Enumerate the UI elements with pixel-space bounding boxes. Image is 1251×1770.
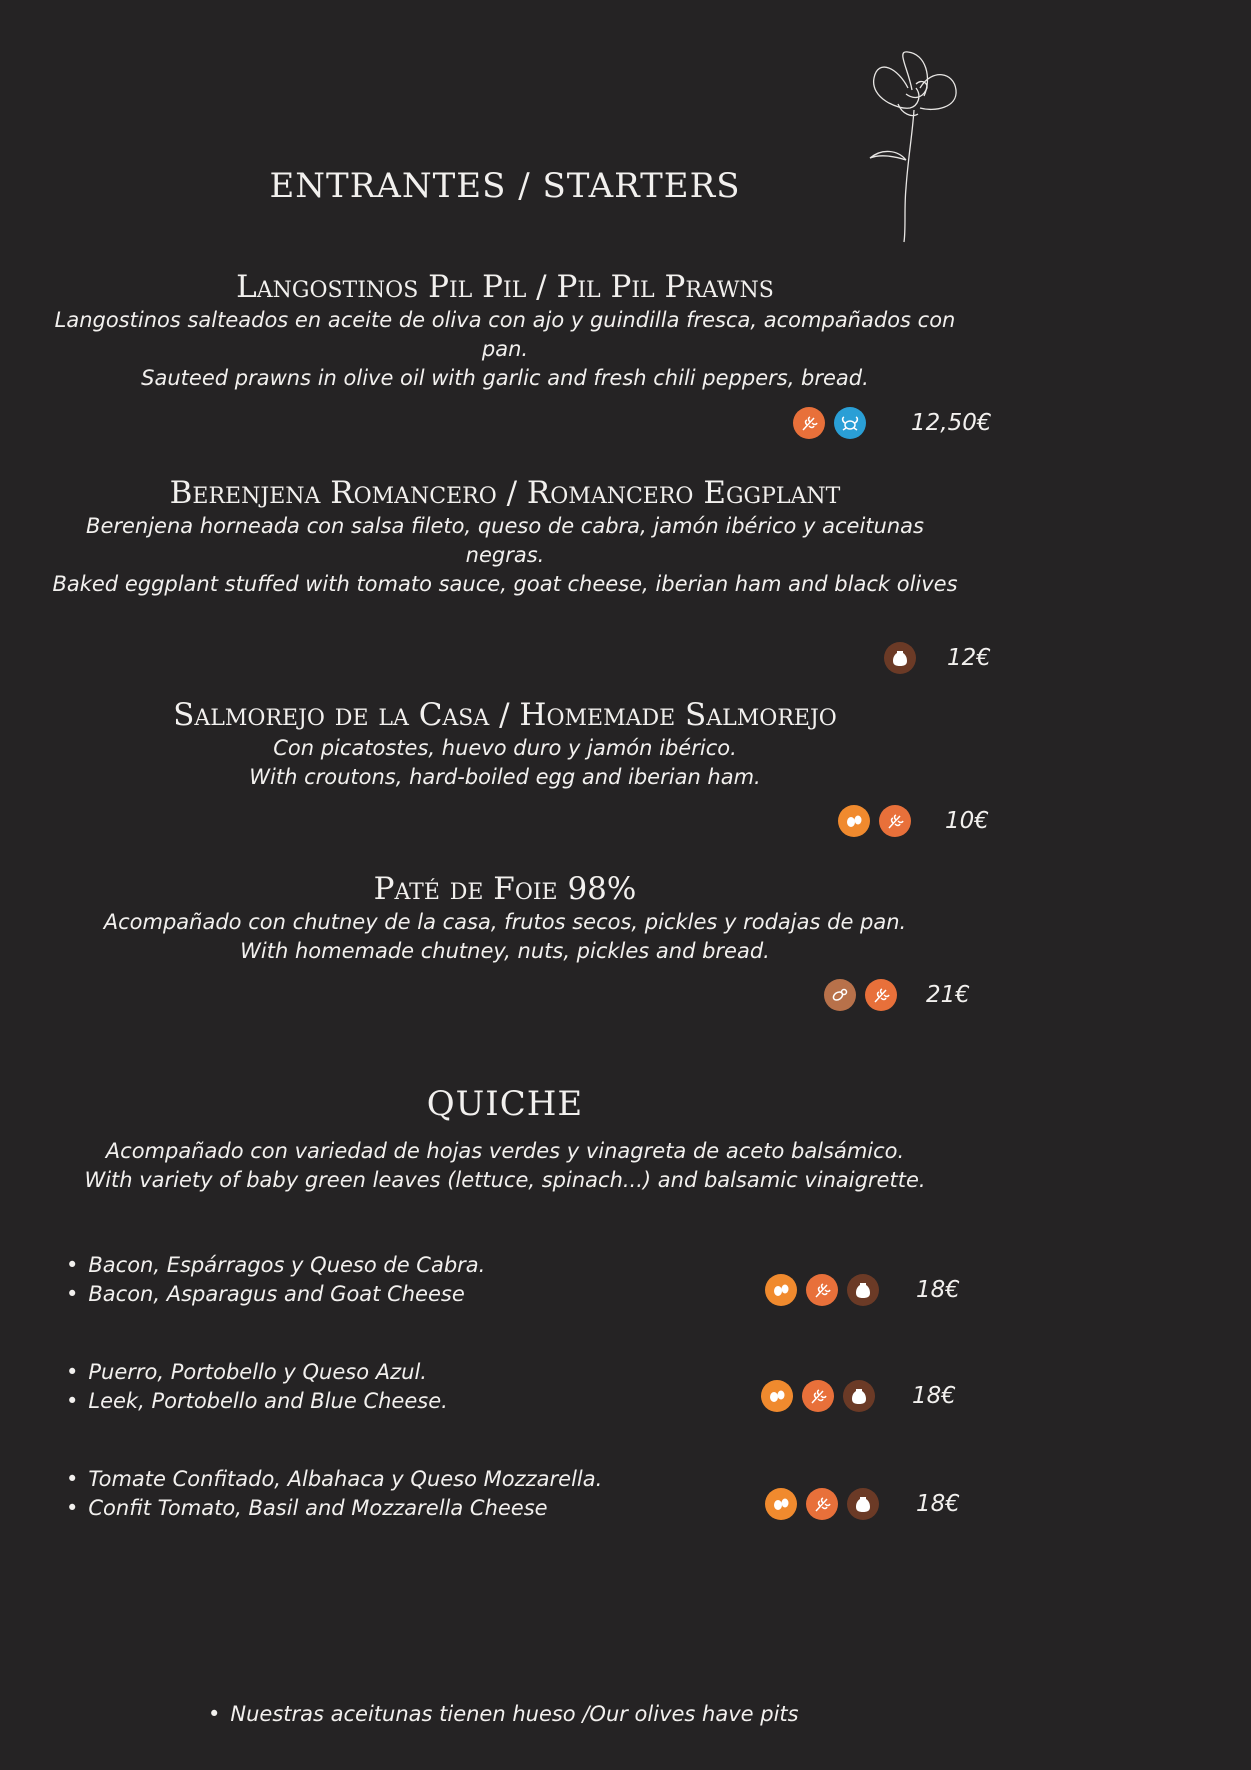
allergen-price-row xyxy=(761,1380,956,1412)
header xyxy=(0,166,1010,206)
quiche-description-es: Acompañado con variedad de hojas verdes y vinagreta de aceto balsámico. xyxy=(105,1139,905,1163)
allergen-price-row xyxy=(765,1274,960,1306)
crustacean-icon xyxy=(834,407,866,439)
quiche-section xyxy=(0,1084,1010,1124)
allergen-price-row xyxy=(884,642,991,674)
dairy-icon xyxy=(847,1274,879,1306)
dish-description-es: Langostinos salteados en aceite de oliva con ajo y guindilla fresca, acompañados con xyxy=(54,308,956,332)
dairy-icon xyxy=(847,1488,879,1520)
gluten-icon xyxy=(806,1488,838,1520)
gluten-icon xyxy=(806,1274,838,1306)
allergen-price-row xyxy=(824,979,970,1011)
quiche-item-en: • Confit Tomato, Basil and Mozzarella Cheese xyxy=(66,1494,602,1523)
gluten-icon xyxy=(802,1380,834,1412)
nuts-icon xyxy=(824,979,856,1011)
quiche-item-es: • Bacon, Espárragos y Queso de Cabra. xyxy=(66,1251,485,1280)
quiche-item xyxy=(66,1358,448,1416)
price: 10€ xyxy=(945,808,989,834)
section-title: QUICHE xyxy=(426,1084,584,1124)
quiche-item-en: • Leek, Portobello and Blue Cheese. xyxy=(66,1387,448,1416)
quiche-description-en: With variety of baby green leaves (lettuce, spinach...) and balsamic vinaigrette. xyxy=(84,1168,926,1192)
gluten-icon xyxy=(793,407,825,439)
dish-description-en: With croutons, hard-boiled egg and iberian ham. xyxy=(249,765,761,789)
dish-title: Berenjena Romancero / Romancero Eggplant xyxy=(169,475,841,511)
dish-title: Langostinos Pil Pil / Pil Pil Prawns xyxy=(236,269,774,305)
menu-item xyxy=(0,696,1010,792)
dish-description-en: Baked eggplant stuffed with tomato sauce, goat cheese, iberian ham and black olives xyxy=(52,572,958,596)
dish-description-en: Sauteed prawns in olive oil with garlic and fresh chili peppers, bread. xyxy=(141,366,869,390)
dish-description-es: Con picatostes, huevo duro y jamón ibérico. xyxy=(273,736,737,760)
quiche-description xyxy=(0,1137,1010,1195)
olives-note: • Nuestras aceitunas tienen hueso /Our olives have pits xyxy=(208,1700,799,1729)
dish-description-es: Berenjena horneada con salsa fileto, queso de cabra, jamón ibérico y aceitunas xyxy=(86,514,924,538)
price: 12,50€ xyxy=(911,410,992,436)
egg-icon xyxy=(761,1380,793,1412)
allergen-price-row xyxy=(838,805,989,837)
quiche-item-es: • Puerro, Portobello y Queso Azul. xyxy=(66,1358,448,1387)
egg-icon xyxy=(765,1488,797,1520)
dish-description-es: Acompañado con chutney de la casa, frutos secos, pickles y rodajas de pan. xyxy=(103,910,907,934)
allergen-price-row xyxy=(793,407,991,439)
dish-description-en: With homemade chutney, nuts, pickles and bread. xyxy=(240,939,770,963)
egg-icon xyxy=(765,1274,797,1306)
gluten-icon xyxy=(865,979,897,1011)
allergen-price-row xyxy=(765,1488,960,1520)
dish-description-es-cont: negras. xyxy=(465,543,545,567)
page-title: ENTRANTES / STARTERS xyxy=(269,166,741,206)
price: 18€ xyxy=(916,1491,960,1517)
menu-item xyxy=(0,268,1010,393)
menu-item xyxy=(0,870,1010,966)
dairy-icon xyxy=(884,642,916,674)
quiche-item xyxy=(66,1465,602,1523)
quiche-item xyxy=(66,1251,485,1309)
price: 18€ xyxy=(916,1277,960,1303)
flower-icon xyxy=(868,48,964,244)
quiche-item-es: • Tomate Confitado, Albahaca y Queso Mozzarella. xyxy=(66,1465,602,1494)
egg-icon xyxy=(838,805,870,837)
menu-item xyxy=(0,474,1010,599)
dish-title: Paté de Foie 98% xyxy=(373,871,637,907)
price: 12€ xyxy=(947,645,991,671)
footer-note xyxy=(208,1700,799,1729)
price: 21€ xyxy=(926,982,970,1008)
dairy-icon xyxy=(843,1380,875,1412)
dish-title: Salmorejo de la Casa / Homemade Salmorejo xyxy=(173,697,837,733)
gluten-icon xyxy=(879,805,911,837)
price: 18€ xyxy=(912,1383,956,1409)
dish-description-es-cont: pan. xyxy=(481,337,529,361)
quiche-item-en: • Bacon, Asparagus and Goat Cheese xyxy=(66,1280,485,1309)
